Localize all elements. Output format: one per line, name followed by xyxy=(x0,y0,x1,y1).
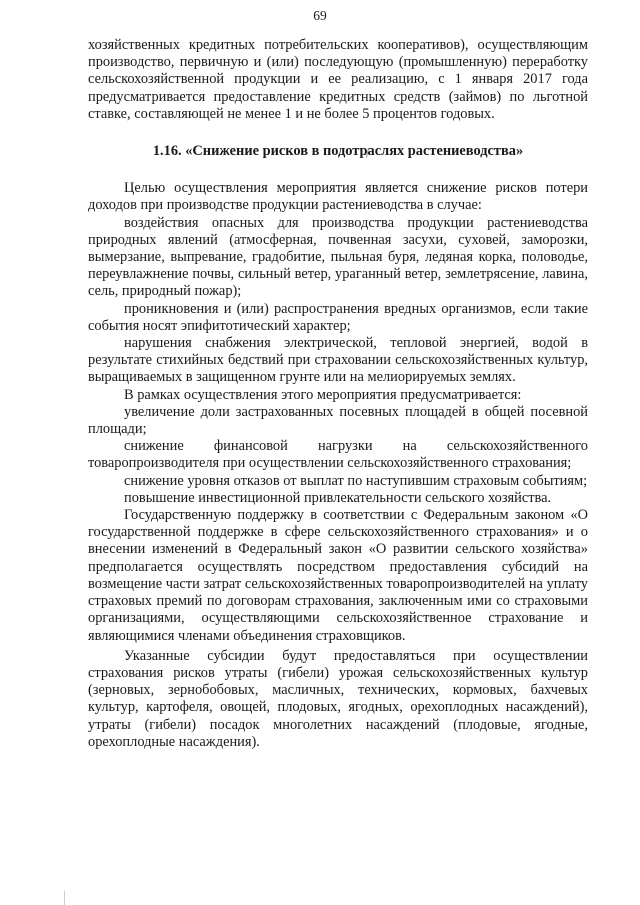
section-paragraph: снижение уровня отказов от выплат по наступившим страховым событиям; xyxy=(124,472,588,489)
document-body xyxy=(88,37,588,751)
section-paragraph: Государственную поддержку в соответствии с Федеральным законом «О государственной поддержке в сфере сельскохозяйственного страхования» и о внесении изменений в Федеральный закон «О развитии сельского хозяйства» предполагается осуществлять посредством предоставления субсидий на возмещение части затрат сельскохозяйственных товаропроизводителей на уплату страховых премий по договорам страхования, заключенным ими со страховыми организациями, осуществляющими сельскохозяйственное страхование и являющимися членами объединения страховщиков. xyxy=(88,507,588,644)
paragraph-continuation: хозяйственных кредитных потребительских кооперативов), осуществляющим производство, первичную и (или) последующую (промышленную) переработку сельскохозяйственной продукции и ее реализацию, с 1 января 2017 года предусматривается предоставление кредитных средств (займов) по льготной ставке, составляющей не менее 1 и не более 5 процентов годовых. xyxy=(88,37,588,122)
section-paragraph: воздействия опасных для производства продукции растениеводства природных явлений (атмосферная, почвенная засухи, суховей, заморозки, вымерзание, выпревание, градобитие, пыльная буря, ледяная корка, половодье, переувлажнение почвы, сильный ветер, ураганный ветер, землетрясение, лавина, сель, природный пожар); xyxy=(88,214,588,300)
section-paragraph: повышение инвестиционной привлекательности сельского хозяйства. xyxy=(124,489,552,506)
section-paragraph: увеличение доли застрахованных посевных площадей в общей посевной площади; xyxy=(88,403,588,438)
section-paragraph: В рамках осуществления этого мероприятия предусматривается: xyxy=(124,386,522,403)
section-heading: 1.16. «Снижение рисков в подотраслях растениеводства» xyxy=(152,143,524,160)
scan-edge-mark xyxy=(64,891,65,905)
page-number: 69 xyxy=(313,8,327,23)
section-paragraph: проникновения и (или) распространения вредных организмов, если такие события носят эпифитотический характер; xyxy=(88,300,588,334)
section-paragraph: Целью осуществления мероприятия является снижение рисков потери доходов при производстве продукции растениеводства в случае: xyxy=(88,180,588,214)
section-paragraph: Указанные субсидии будут предоставляться при осуществлении страхования рисков утраты (гибели) урожая сельскохозяйственных культур (зерновых, зернобобовых, масличных, технических, кормовых, бахчевых культур, картофеля, овощей, плодовых, ягодных, орехоплодных насаждений), утраты (гибели) посадок многолетних насаждений (плодовые, ягодные, орехоплодные насаждения). xyxy=(88,647,588,750)
section-paragraph: снижение финансовой нагрузки на сельскохозяйственного товаропроизводителя при осуществлении сельскохозяйственного страхования; xyxy=(88,438,588,472)
section-paragraph: нарушения снабжения электрической, тепловой энергией, водой в результате стихийных бедствий при страховании сельскохозяйственных культур, выращиваемых в защищенном грунте или на мелиорируемых землях. xyxy=(88,335,588,386)
